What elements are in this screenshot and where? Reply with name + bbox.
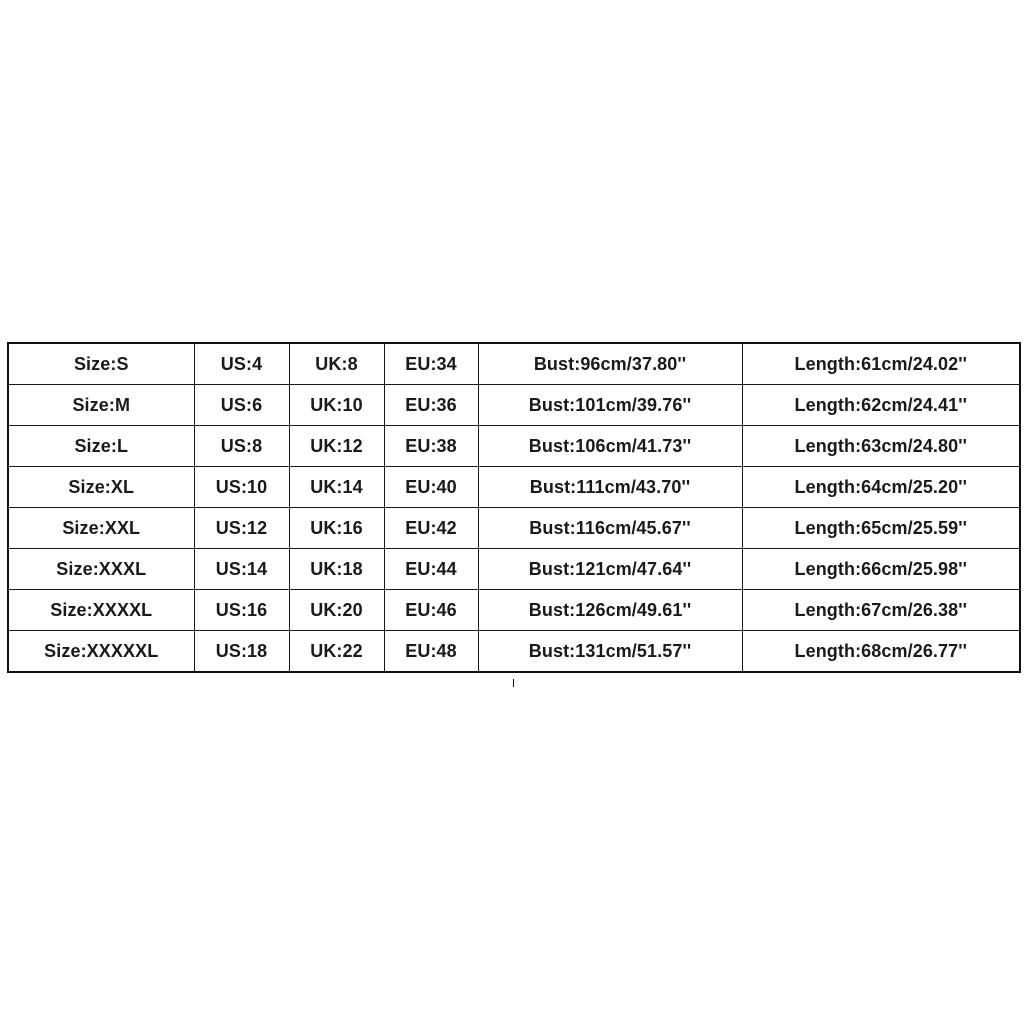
bust-cell: Bust:116cm/45.67'' (478, 508, 742, 549)
bust-cell: Bust:111cm/43.70'' (478, 467, 742, 508)
table-row (8, 343, 1020, 385)
uk-size-cell: UK:8 (289, 343, 384, 385)
table-row (8, 426, 1020, 467)
us-size-cell: US:14 (194, 549, 289, 590)
length-cell: Length:66cm/25.98'' (742, 549, 1020, 590)
size-cell: Size:XXL (8, 508, 194, 549)
us-size-cell: US:6 (194, 385, 289, 426)
length-cell: Length:61cm/24.02'' (742, 343, 1020, 385)
length-cell: Length:62cm/24.41'' (742, 385, 1020, 426)
us-size-cell: US:18 (194, 631, 289, 673)
bust-cell: Bust:96cm/37.80'' (478, 343, 742, 385)
size-cell: Size:XXXXXL (8, 631, 194, 673)
eu-size-cell: EU:36 (384, 385, 478, 426)
table-row (8, 385, 1020, 426)
eu-size-cell: EU:34 (384, 343, 478, 385)
uk-size-cell: UK:12 (289, 426, 384, 467)
us-size-cell: US:8 (194, 426, 289, 467)
bust-cell: Bust:131cm/51.57'' (478, 631, 742, 673)
eu-size-cell: EU:46 (384, 590, 478, 631)
size-cell: Size:S (8, 343, 194, 385)
size-cell: Size:XXXL (8, 549, 194, 590)
bust-cell: Bust:126cm/49.61'' (478, 590, 742, 631)
bust-cell: Bust:121cm/47.64'' (478, 549, 742, 590)
length-cell: Length:64cm/25.20'' (742, 467, 1020, 508)
eu-size-cell: EU:48 (384, 631, 478, 673)
uk-size-cell: UK:20 (289, 590, 384, 631)
length-cell: Length:67cm/26.38'' (742, 590, 1020, 631)
length-cell: Length:63cm/24.80'' (742, 426, 1020, 467)
size-chart-table (7, 342, 1021, 673)
us-size-cell: US:10 (194, 467, 289, 508)
uk-size-cell: UK:14 (289, 467, 384, 508)
length-cell: Length:65cm/25.59'' (742, 508, 1020, 549)
table-row (8, 631, 1020, 673)
stray-tick-mark (513, 679, 514, 687)
table-row (8, 549, 1020, 590)
uk-size-cell: UK:22 (289, 631, 384, 673)
size-cell: Size:L (8, 426, 194, 467)
size-cell: Size:XL (8, 467, 194, 508)
table-row (8, 590, 1020, 631)
us-size-cell: US:4 (194, 343, 289, 385)
eu-size-cell: EU:38 (384, 426, 478, 467)
us-size-cell: US:16 (194, 590, 289, 631)
uk-size-cell: UK:10 (289, 385, 384, 426)
table-row (8, 508, 1020, 549)
uk-size-cell: UK:18 (289, 549, 384, 590)
bust-cell: Bust:101cm/39.76'' (478, 385, 742, 426)
size-cell: Size:M (8, 385, 194, 426)
us-size-cell: US:12 (194, 508, 289, 549)
bust-cell: Bust:106cm/41.73'' (478, 426, 742, 467)
eu-size-cell: EU:42 (384, 508, 478, 549)
table-row (8, 467, 1020, 508)
eu-size-cell: EU:40 (384, 467, 478, 508)
eu-size-cell: EU:44 (384, 549, 478, 590)
uk-size-cell: UK:16 (289, 508, 384, 549)
length-cell: Length:68cm/26.77'' (742, 631, 1020, 673)
size-cell: Size:XXXXL (8, 590, 194, 631)
